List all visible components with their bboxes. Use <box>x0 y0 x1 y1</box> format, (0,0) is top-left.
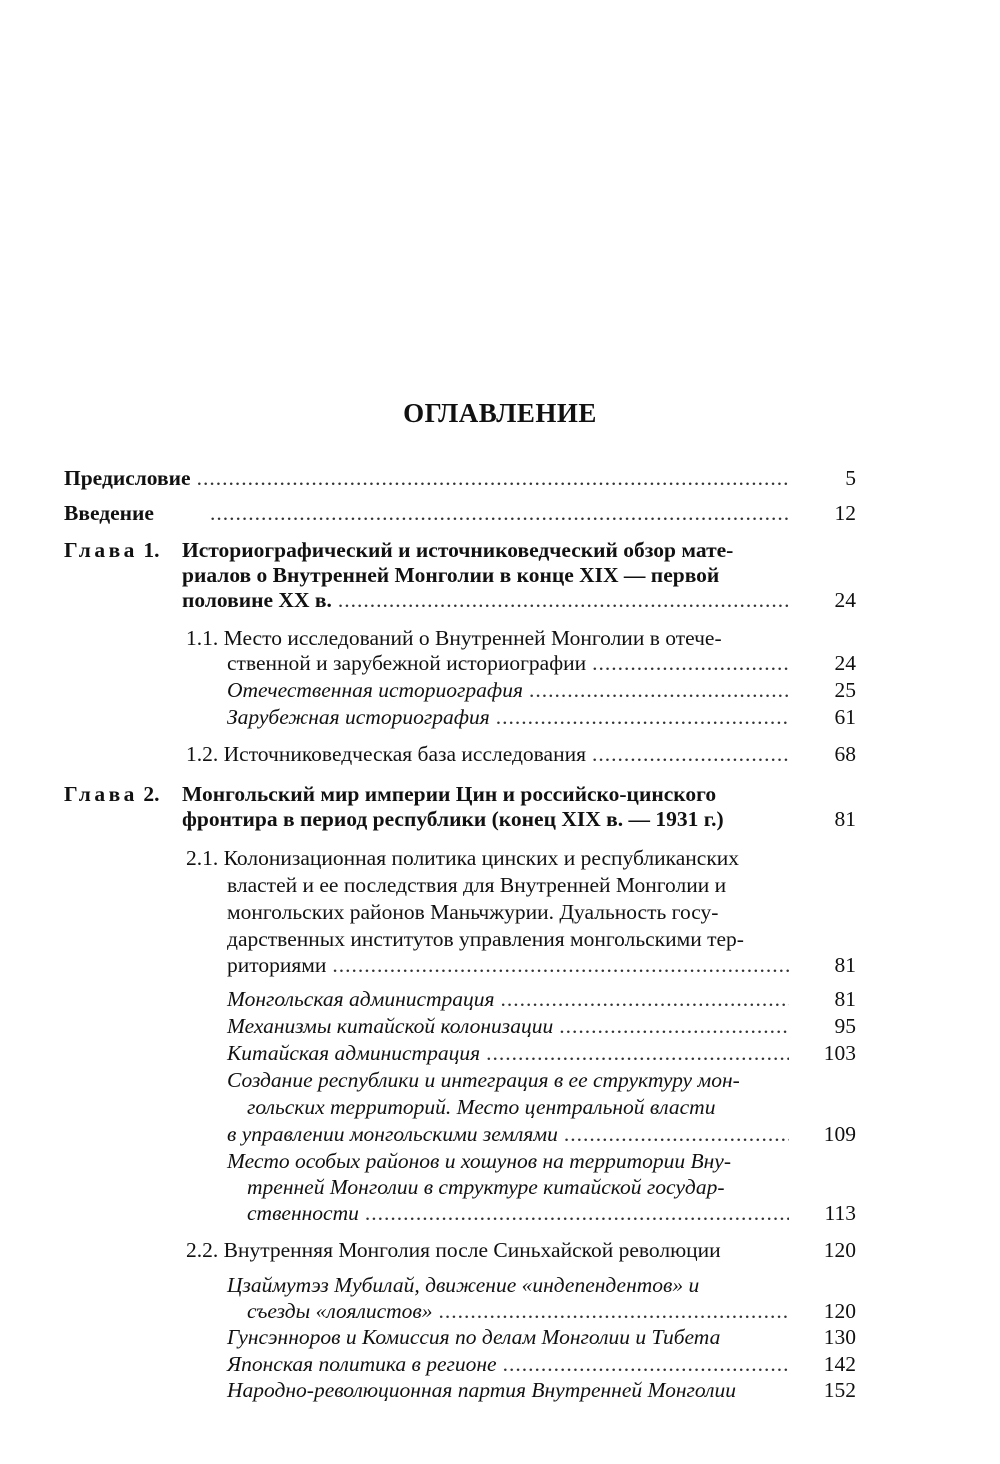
toc-page-number: 5 <box>845 466 856 490</box>
toc-entry-preface[interactable] <box>64 466 789 491</box>
toc-page-number: 81 <box>834 807 856 831</box>
chapter-1-title-line-3[interactable] <box>182 588 789 613</box>
toc-page-number: 81 <box>834 987 856 1011</box>
chapter-2-title-line-2[interactable]: фронтира в период республики (конец XIX в. — 1931 г.) <box>182 807 724 831</box>
toc-page-number: 120 <box>823 1238 856 1262</box>
chapter-2-title-line-1[interactable]: Монгольский мир империи Цин и российско-цинского <box>182 782 717 806</box>
toc-entry-title: Китайская администрация <box>227 1041 481 1065</box>
toc-page-number: 25 <box>834 678 856 702</box>
toc-entry-title: Японская политика в регионе <box>227 1352 497 1376</box>
chapter-number: 1. <box>143 538 160 562</box>
toc-entry-title: съезды «лоялистов» <box>247 1299 433 1323</box>
subsection-mongol-administration[interactable] <box>227 987 789 1012</box>
section-2-1-line-2[interactable]: властей и ее последствия для Внутренней Монголии и <box>227 873 727 897</box>
toc-entry-title: риториями <box>227 953 327 977</box>
chapter-1-label <box>64 538 159 563</box>
toc-entry-title: ственной и зарубежной историографии <box>227 651 587 675</box>
section-2-1-line-1[interactable]: 2.1. Колонизационная политика цинских и республиканских <box>186 846 740 870</box>
toc-page-number: 24 <box>834 588 856 612</box>
toc-page-number: 103 <box>823 1041 856 1065</box>
subsection-republic-line-1[interactable]: Создание республики и интеграция в ее структуру мон- <box>227 1068 740 1092</box>
toc-entry-title: Зарубежная историография <box>227 705 490 729</box>
chapter-word: Глава <box>64 538 138 562</box>
subsection-republic-line-2[interactable]: гольских территорий. Место центральной власти <box>247 1095 716 1119</box>
chapter-2-label <box>64 782 159 807</box>
subsection-special-districts-line-3[interactable] <box>247 1201 789 1226</box>
toc-entry-title: в управлении монгольскими землями <box>227 1122 558 1146</box>
section-1-2[interactable] <box>186 742 789 767</box>
toc-entry-title: Монгольская администрация <box>227 987 495 1011</box>
toc-page-number: 61 <box>834 705 856 729</box>
section-1-1-line-1[interactable]: 1.1. Место исследований о Внутренней Монголии в отече- <box>186 626 722 650</box>
toc-page-number: 81 <box>834 953 856 977</box>
toc-entry-title: Предисловие <box>64 466 191 490</box>
chapter-1-title-line-2[interactable]: риалов о Внутренней Монголии в конце XIX — первой <box>182 563 720 587</box>
subsection-chinese-administration[interactable] <box>227 1041 789 1066</box>
chapter-1-title-line-1[interactable]: Историографический и источниковедческий обзор мате- <box>182 538 734 562</box>
subsection-foreign-historiography[interactable] <box>227 705 789 730</box>
toc-entry-title: Механизмы китайской колонизации <box>227 1014 554 1038</box>
toc-page-number: 130 <box>823 1325 856 1349</box>
section-2-2[interactable]: 2.2. Внутренняя Монголия после Синьхайской революции <box>186 1238 721 1262</box>
toc-entry-title: Отечественная историография <box>227 678 523 702</box>
section-1-1-line-2[interactable] <box>227 651 789 676</box>
section-2-1-line-5[interactable] <box>227 953 789 978</box>
subsection-japanese-policy[interactable] <box>227 1352 789 1377</box>
toc-entry-introduction[interactable] <box>64 501 789 526</box>
subsection-tsaimutez-line-1[interactable]: Цзаймутэз Мубилай, движение «индепендентов» и <box>227 1273 700 1297</box>
subsection-special-districts-line-2[interactable]: тренней Монголии в структуре китайской государ- <box>247 1175 725 1199</box>
subsection-people-revolutionary-party[interactable]: Народно-революционная партия Внутренней Монголии <box>227 1378 737 1402</box>
subsection-republic-line-3[interactable] <box>227 1122 789 1147</box>
section-2-1-line-4[interactable]: дарственных институтов управления монгольскими тер- <box>227 927 744 951</box>
toc-page-number: 120 <box>823 1299 856 1323</box>
subsection-domestic-historiography[interactable] <box>227 678 789 703</box>
subsection-special-districts-line-1[interactable]: Место особых районов и хошунов на территории Вну- <box>227 1149 731 1173</box>
toc-page-number: 95 <box>834 1014 856 1038</box>
chapter-number: 2. <box>143 782 160 806</box>
toc-entry-title: половине XX в. <box>182 588 332 612</box>
page-title: ОГЛАВЛЕНИЕ <box>403 398 597 428</box>
toc-page-number: 109 <box>823 1122 856 1146</box>
subsection-tsaimutez-line-2[interactable] <box>247 1299 789 1324</box>
subsection-chinese-colonization[interactable] <box>227 1014 789 1039</box>
toc-page-number: 12 <box>834 501 856 525</box>
toc-entry-title: 1.2. Источниковедческая база исследования <box>186 742 586 766</box>
toc-entry-title: Введение <box>64 501 154 525</box>
section-2-1-line-3[interactable]: монгольских районов Маньчжурии. Дуальность госу- <box>227 900 719 924</box>
subsection-gunsennorov[interactable]: Гунсэнноров и Комиссия по делам Монголии и Тибета <box>227 1325 721 1349</box>
toc-page-number: 152 <box>823 1378 856 1402</box>
toc-page-number: 113 <box>824 1201 856 1225</box>
toc-page-number: 142 <box>823 1352 856 1376</box>
chapter-word: Глава <box>64 782 138 806</box>
toc-entry-title: ственности <box>247 1201 359 1225</box>
toc-page-number: 68 <box>834 742 856 766</box>
toc-page-number: 24 <box>834 651 856 675</box>
